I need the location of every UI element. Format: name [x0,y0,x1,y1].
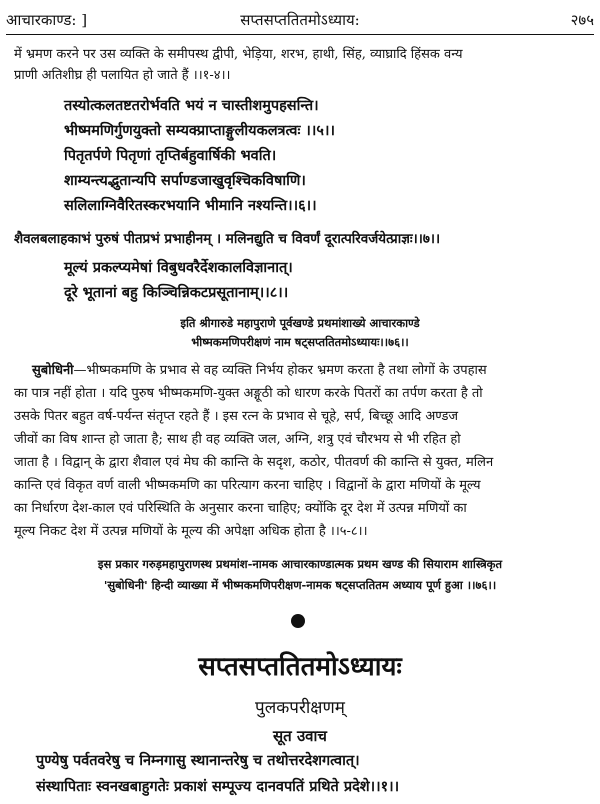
header-rule [6,34,594,35]
intro-line-1: में भ्रमण करने पर उस व्यक्ति के समीपस्थ द्वीपी, भेड़िया, शरभ, हाथी, सिंह, व्याघ्रादि हिंसक वन्य [14,47,463,62]
verse-line: संस्थापिताः स्वनखबाहुगतेः प्रकाशं सम्पूज्य दानवपतिं प्रथिते प्रदेशे।।१।। [36,778,400,795]
verse-line: सलिलाग्निवैरितस्करभयानि भीमानि नश्यन्ति।।६।। [64,197,317,214]
commentary-text: —भीष्मकमणि के प्रभाव से वह व्यक्ति निर्भय होकर भ्रमण करता है तथा लोगों के उपहास [73,363,487,378]
commentary-line: जीवों का विष शान्त हो जाता है; साथ ही वह व्यक्ति जल, अग्नि, शत्रु एवं चौरभय से भी रहित हो [14,432,461,447]
colophon-line: भीष्मकमणिपरीक्षणं नाम षट्सप्ततितमोऽध्यायः।।७६।। [191,335,409,349]
commentary-label: सुबोधिनी [32,363,74,378]
conclusion-line: 'सुबोधिनी' हिन्दी व्याख्या में भीष्मकमणिपरीक्षण-नामक षट्सप्ततितम अध्याय पूर्ण हुआ ।।७६।। [103,578,497,592]
speaker-heading: सूत उवाच [273,727,327,745]
commentary-line: का पात्र नहीं होता । यदि पुरुष भीष्मकमणि-युक्त अङ्गूठी को धारण करके पितरों का तर्पण करता है तो [14,386,483,401]
commentary-line: उसके पितर बहुत वर्ष-पर्यन्त संतृप्त रहते हैं । इस रत्न के प्रभाव से चूहे, सर्प, बिच्छू आदि अण्डज [14,409,459,424]
colophon-line: इति श्रीगारुडे महापुराणे पूर्वखण्डे प्रथमांशाख्ये आचारकाण्डे [180,316,420,330]
chapter-title: सप्तसप्ततितमोऽध्यायः [198,652,402,682]
verse-line: शैवलबलाहकाभं पुरुषं पीतप्रभं प्रभाहीनम् । मलिनद्युति च विवर्णं दूरात्परिवर्जयेत्प्राज्ञः।।७।। [14,231,441,247]
verse-line: तस्योत्कलतष्टतरोर्भवति भयं न चास्तीशमुपहसन्ति। [64,97,319,114]
verse-line: भीष्ममणिर्गुणयुक्तो सम्यक्प्राप्ताङ्गुलीयकलत्रत्वः ।।५।। [64,122,335,139]
commentary-line: मूल्य निकट देश में उत्पन्न मणियों के मूल्य की अपेक्षा अधिक होता है ।।५-८।। [14,524,368,539]
page-number: २७५ [570,11,594,29]
header-chapter-name: सप्तसप्ततितमोऽध्याय: [240,11,360,29]
running-header [6,8,594,32]
verse-line: पुण्येषु पर्वतवरेषु च निम्नगासु स्थानान्तरेषु च तथोत्तरदेशगत्वात्। [36,752,360,769]
commentary-line: का निर्धारण देश-काल एवं परिस्थिति के अनुसार करना चाहिए; क्योंकि दूर देश में उत्पन्न मणियों का [14,501,467,516]
section-separator-dot [291,614,305,628]
verse-line: पितृतर्पणे पितृणां तृप्तिर्बहुवार्षिकी भवति। [64,147,277,164]
commentary-line: कान्ति एवं विकृत वर्ण वाली भीष्मकमणि का परित्याग करना चाहिए । विद्वानों के द्वारा मणियों के मूल्य [14,478,481,493]
intro-line-2: प्राणी अतिशीघ्र ही पलायित हो जाते हैं ।।१-४।। [14,68,231,83]
conclusion-line: इस प्रकार गरुड़महापुराणस्थ प्रथमांश-नामक आचारकाण्डात्मक प्रथम खण्ड की सियाराम शास्त्रिकृत [97,557,503,571]
verse-line: शाम्यन्त्यद्भुतान्यपि सर्पाण्डजाखुवृश्चिकविषाणि। [64,172,306,189]
verse-line: मूल्यं प्रकल्प्यमेषां विबुधवरैर्देशकालविज्ञानात्। [64,259,293,276]
commentary-line: जाता है । विद्वान् के द्वारा शैवाल एवं मेघ की कान्ति के सदृश, कठोर, पीतवर्ण की कान्ति से युक्त, मलिन [14,455,494,470]
chapter-subtitle: पुलकपरीक्षणम् [255,698,345,718]
commentary-first-line [14,360,586,381]
verse-line: दूरे भूतानां बहु किञ्चिन्निकटप्रसूतानाम्।।८।। [64,284,289,301]
header-section-name: आचारकाण्ड: ] [6,11,88,29]
